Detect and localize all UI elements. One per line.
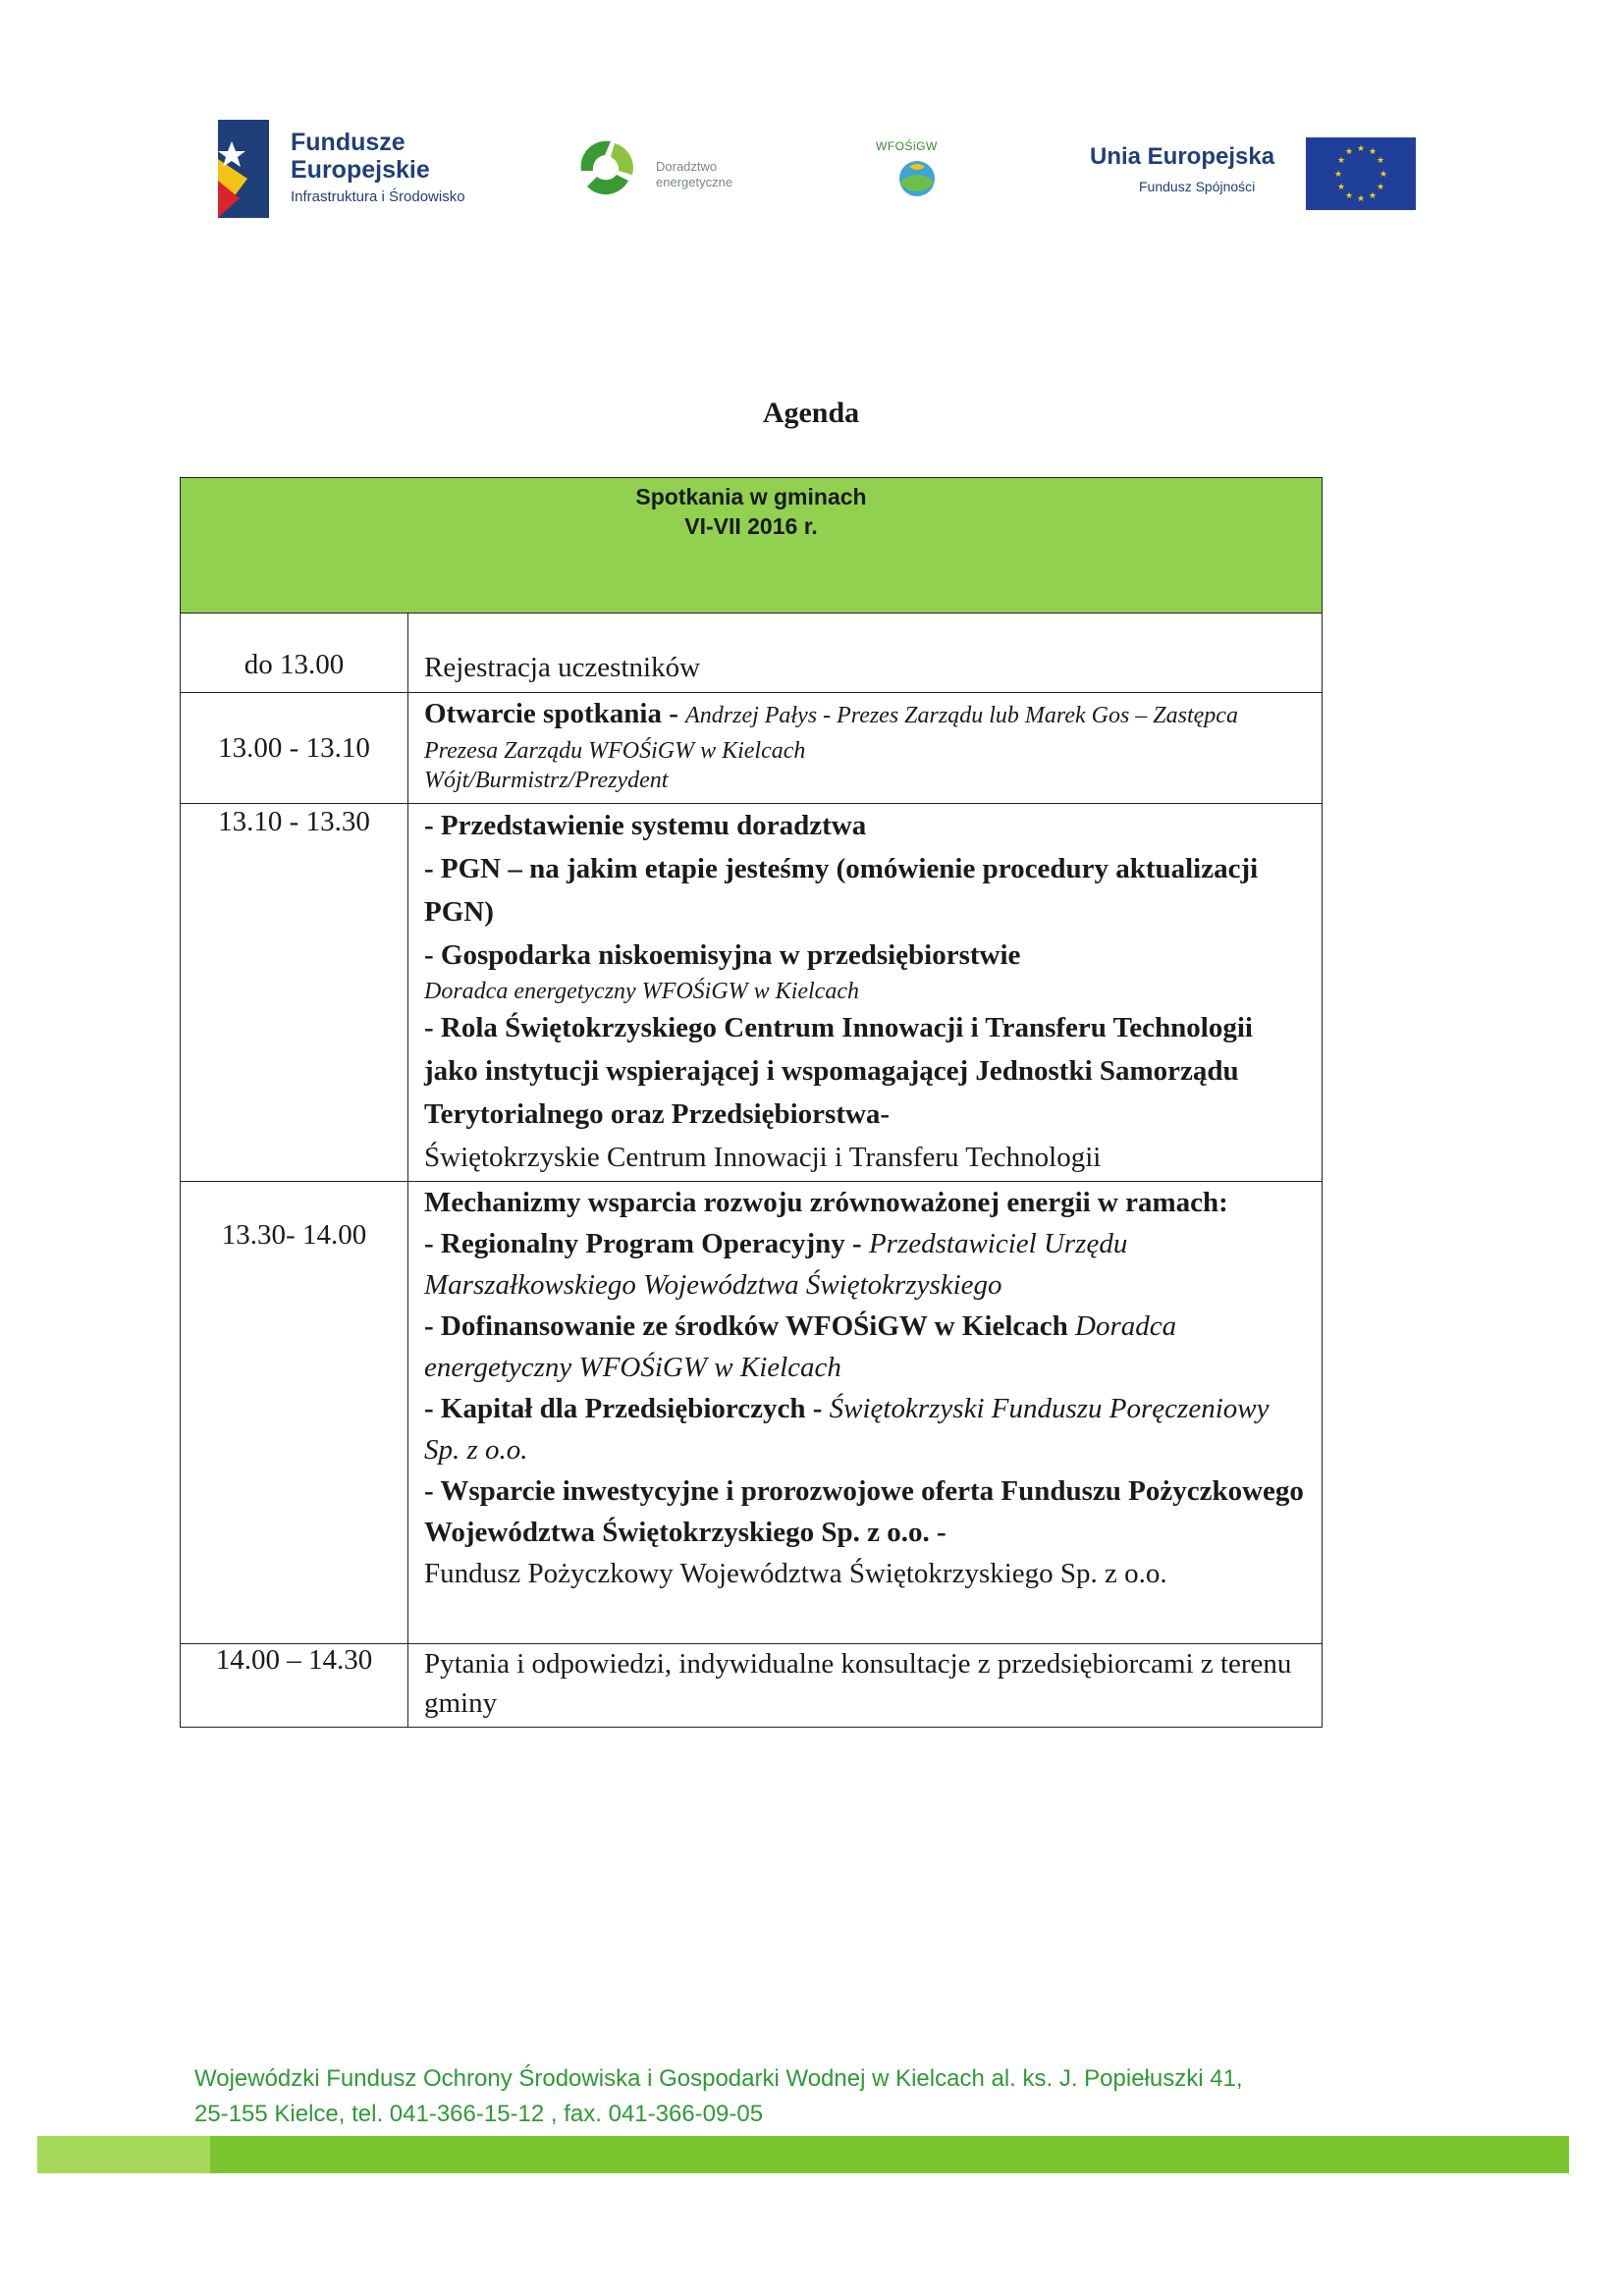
row-time — [181, 1182, 408, 1643]
agenda-item: - Rola Świętokrzyskiego Centrum Innowacji i Transferu Technologii jako instytucji wspierającej i wspomagającej Jednostki Samorządu Terytorialnego oraz Przedsiębiorstwa- — [424, 1012, 1253, 1130]
row-time — [181, 804, 408, 1181]
speaker-text-2: Wójt/Burmistrz/Prezydent — [424, 768, 669, 793]
logo-strip — [0, 116, 1622, 224]
svg-text:★: ★ — [1336, 183, 1346, 192]
wfosigw-logo — [872, 116, 970, 224]
svg-text:★: ★ — [1344, 147, 1354, 157]
fundusze-europejskie-logo — [218, 116, 513, 224]
table-row — [181, 1644, 1322, 1727]
time-label: 13.10 - 13.30 — [218, 806, 370, 837]
footer-bar — [37, 2136, 1569, 2173]
agenda-item-group — [424, 1223, 1308, 1306]
footer-line1: Wojewódzki Fundusz Ochrony Środowiska i Gospodarki Wodnej w Kielcach al. ks. J. Popiełuszki 41, — [194, 2065, 1243, 2092]
svg-text:★: ★ — [1376, 183, 1385, 192]
svg-text:★: ★ — [1336, 156, 1346, 166]
doradztwo-text — [656, 159, 732, 190]
unia-line2: Fundusz Spójności — [1139, 179, 1256, 194]
agenda-item: - Przedstawienie systemu doradztwa — [424, 810, 867, 841]
agenda-item: - Dofinansowanie ze środków WFOŚiGW w Kielcach — [424, 1310, 1076, 1342]
recycle-leaf-icon — [571, 132, 642, 202]
description-text: Rejestracja uczestników — [424, 652, 701, 683]
agenda-item-group — [424, 1388, 1308, 1470]
speaker-text: Przedstawiciel Urzędu Marszałkowskiego Województwa Świętokrzyskiego — [424, 1228, 1128, 1301]
table-row — [181, 1182, 1322, 1644]
row-description — [408, 804, 1322, 1181]
session-title: Otwarcie spotkania - — [424, 698, 686, 729]
doradztwo-line2: energetyczne — [656, 175, 733, 189]
agenda-item: - Kapitał dla Przedsiębiorczych - — [424, 1393, 830, 1424]
speaker-text: Świętokrzyskie Centrum Innowacji i Transferu Technologii — [424, 1142, 1102, 1173]
row-description — [408, 614, 1322, 692]
agenda-table — [180, 477, 1323, 1728]
time-label: 14.00 – 14.30 — [215, 1644, 373, 1676]
table-header — [181, 478, 1322, 614]
time-label: 13.00 - 13.10 — [218, 731, 370, 764]
agenda-item: - PGN – na jakim etapie jesteśmy (omówienie procedury aktualizacji PGN) — [424, 853, 1259, 928]
speaker-text: Świętokrzyski Funduszu Poręczeniowy Sp. z o.o. — [424, 1393, 1270, 1466]
fundusze-line1: Fundusze — [291, 129, 406, 156]
svg-text:★: ★ — [1356, 144, 1366, 154]
footer-address — [194, 2061, 1243, 2132]
svg-text:★: ★ — [1376, 156, 1385, 166]
globe-icon — [897, 159, 937, 198]
row-description — [408, 1644, 1322, 1727]
header-line1: Spotkania w gminach — [635, 484, 867, 509]
agenda-item-group — [424, 1306, 1308, 1388]
wfosigw-text: WFOŚiGW — [876, 139, 938, 153]
table-row — [181, 804, 1322, 1182]
svg-text:★: ★ — [1344, 191, 1354, 201]
table-row — [181, 614, 1322, 693]
svg-text:★: ★ — [1368, 147, 1378, 157]
footer-line2: 25-155 Kielce, tel. 041-366-15-12 , fax. 041-366-09-05 — [194, 2101, 764, 2127]
row-time — [181, 693, 408, 803]
agenda-item: - Gospodarka niskoemisyjna w przedsiębiorstwie — [424, 939, 1021, 971]
unia-line1: Unia Europejska — [1090, 143, 1275, 170]
svg-text:★: ★ — [1379, 170, 1388, 180]
session-title: Mechanizmy wsparcia rozwoju zrównoważonej energii w ramach: — [424, 1187, 1228, 1218]
svg-text:★: ★ — [1368, 191, 1378, 201]
svg-text:★: ★ — [1333, 170, 1343, 180]
fundusze-flag-icon — [218, 120, 269, 218]
eu-flag-icon — [1306, 137, 1416, 210]
time-label: 13.30- 14.00 — [221, 1219, 367, 1251]
speaker-text: Doradca energetyczny WFOŚiGW w Kielcach — [424, 1310, 1177, 1383]
row-time — [181, 1644, 408, 1727]
footer-bar-accent — [37, 2136, 210, 2173]
time-label: do 13.00 — [243, 649, 345, 680]
speaker-text: Andrzej Pałys - Prezes Zarządu lub Marek Gos – Zastępca Prezesa Zarządu WFOŚiGW w Kielcach — [424, 703, 1238, 764]
agenda-item: - Wsparcie inwestycyjne i prorozwojowe oferta Funduszu Pożyczkowego Województwa Świętokrzyskiego Sp. z o.o. - — [424, 1475, 1304, 1548]
fundusze-line3: Infrastruktura i Środowisko — [291, 188, 465, 205]
table-row — [181, 693, 1322, 804]
unia-europejska-logo — [1084, 116, 1418, 224]
row-time — [181, 614, 408, 692]
doradztwo-line1: Doradztwo — [656, 159, 718, 174]
speaker-text: Fundusz Pożyczkowy Województwa Świętokrzyskiego Sp. z o.o. — [424, 1558, 1167, 1589]
page-title: Agenda — [762, 397, 860, 429]
doradztwo-logo — [571, 116, 748, 224]
row-description — [408, 693, 1322, 803]
speaker-text: Doradca energetyczny WFOŚiGW w Kielcach — [424, 979, 859, 1004]
agenda-item: - Regionalny Program Operacyjny - — [424, 1228, 869, 1259]
fundusze-line2: Europejskie — [291, 156, 430, 184]
header-line2: VI-VII 2016 r. — [684, 513, 818, 539]
svg-text:★: ★ — [1356, 194, 1366, 204]
description-text: Pytania i odpowiedzi, indywidualne konsultacje z przedsiębiorcami z terenu gminy — [424, 1648, 1292, 1719]
row-description — [408, 1182, 1322, 1643]
